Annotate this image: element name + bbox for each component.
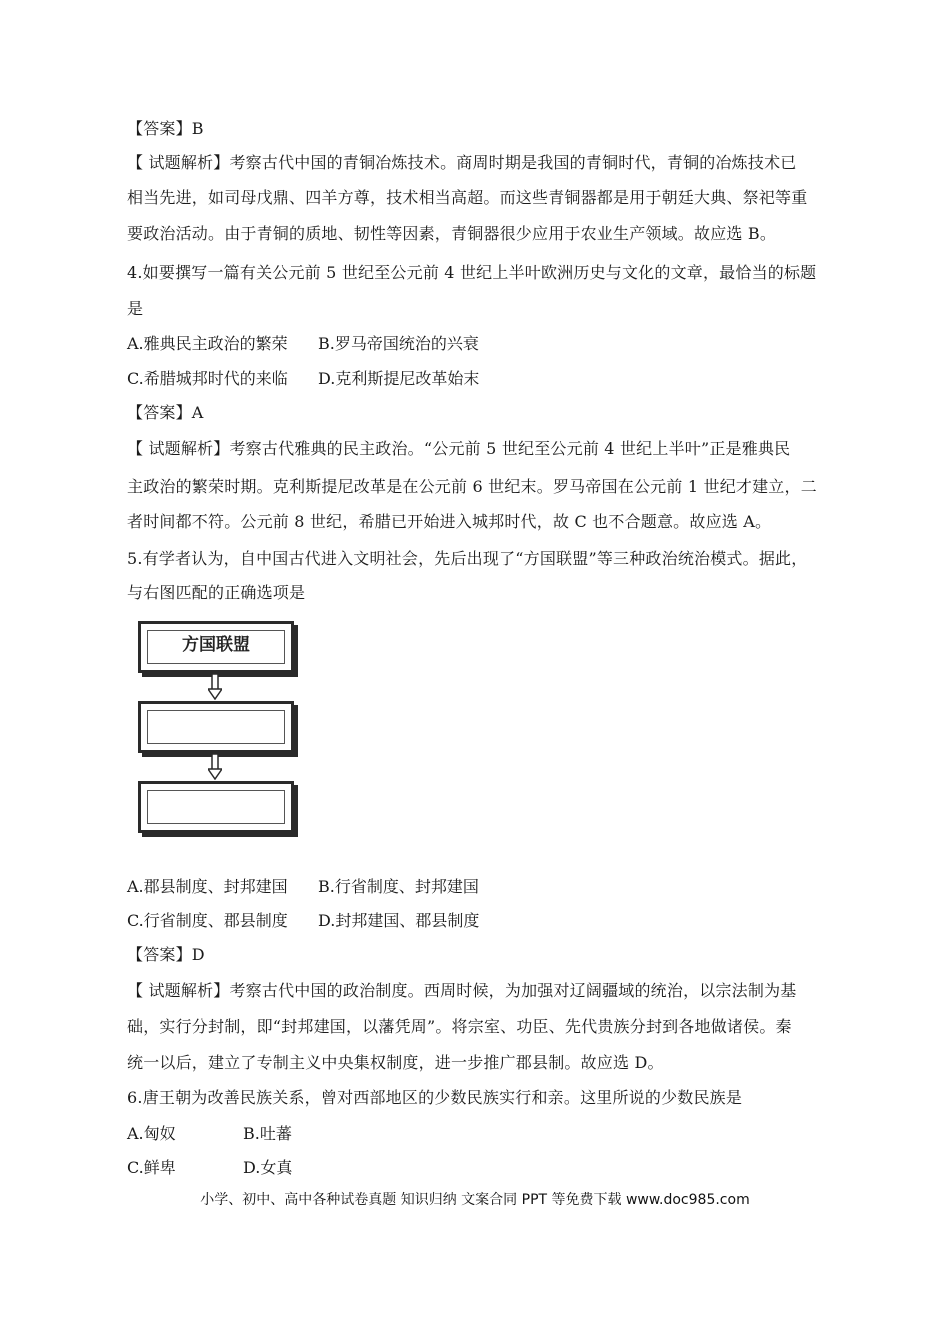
q5-analysis-line-1: 【 试题解析】考察古代中国的政治制度。西周时候，为加强对辽阔疆域的统治，以宗法制为基 [127, 981, 797, 1000]
q5-answer: 【答案】D [127, 945, 205, 964]
q4-option-c: C.希腊城邦时代的来临 [127, 369, 288, 388]
q6-option-d: D.女真 [243, 1158, 293, 1177]
q6-option-a: A.匈奴 [127, 1124, 176, 1143]
q3-analysis-line-3: 要政治活动。由于青铜的质地、韧性等因素，青铜器很少应用于农业生产领域。故应选 B。 [127, 224, 777, 243]
diagram-box-2-inner-border [147, 710, 285, 744]
q4-option-a: A.雅典民主政治的繁荣 [127, 334, 288, 353]
q4-analysis-line-3: 者时间都不符。公元前 8 世纪，希腊已开始进入城邦时代，故 C 也不合题意。故应选 A。 [127, 512, 772, 531]
q5-option-b: B.行省制度、封邦建国 [318, 877, 479, 896]
q5-stem-line-1: 5.有学者认为，自中国古代进入文明社会，先后出现了“方国联盟”等三种政治统治模式。据此， [127, 549, 808, 568]
q5-option-d: D.封邦建国、郡县制度 [318, 911, 480, 930]
q5-stem-line-2: 与右图匹配的正确选项是 [127, 583, 306, 602]
q6-option-c: C.鲜卑 [127, 1158, 176, 1177]
q3-answer: 【答案】B [127, 119, 204, 138]
down-arrow-icon [208, 754, 222, 780]
q4-option-b: B.罗马帝国统治的兴衰 [318, 334, 479, 353]
q5-analysis-line-3: 统一以后，建立了专制主义中央集权制度，进一步推广郡县制。故应选 D。 [127, 1053, 664, 1072]
diagram-box-1 [138, 621, 294, 673]
q4-analysis-line-1: 【 试题解析】考察古代雅典的民主政治。“公元前 5 世纪至公元前 4 世纪上半叶”正是雅典民 [127, 439, 791, 458]
q6-option-b: B.吐蕃 [243, 1124, 292, 1143]
diagram-box-3 [138, 781, 294, 833]
q6-stem-line-1: 6.唐王朝为改善民族关系，曾对西部地区的少数民族实行和亲。这里所说的少数民族是 [127, 1088, 743, 1107]
q5-option-a: A.郡县制度、封邦建国 [127, 877, 288, 896]
q4-option-d: D.克利斯提尼改革始末 [318, 369, 480, 388]
page-footer: 小学、初中、高中各种试卷真题 知识归纳 文案合同 PPT 等免费下载 www.doc985.com [200, 1192, 750, 1208]
q5-option-c: C.行省制度、郡县制度 [127, 911, 288, 930]
diagram-box-3-inner-border [147, 790, 285, 824]
q5-analysis-line-2: 础，实行分封制，即“封邦建国，以藩凭周”。将宗室、功臣、先代贵族分封到各地做诸侯。秦 [127, 1017, 792, 1036]
diagram-box-2 [138, 701, 294, 753]
q4-analysis-line-2: 主政治的繁荣时期。克利斯提尼改革是在公元前 6 世纪末。罗马帝国在公元前 1 世纪才建立，二 [127, 477, 817, 496]
flow-diagram [138, 617, 298, 847]
down-arrow-icon [208, 674, 222, 700]
diagram-box-1-label: 方国联盟 [182, 635, 250, 655]
q4-answer: 【答案】A [127, 403, 204, 422]
q3-analysis-line-2: 相当先进，如司母戊鼎、四羊方尊，技术相当高超。而这些青铜器都是用于朝廷大典、祭祀等重 [127, 188, 808, 207]
q3-analysis-line-1: 【 试题解析】考察古代中国的青铜冶炼技术。商周时期是我国的青铜时代，青铜的冶炼技术已 [127, 153, 797, 172]
q4-stem-line-1: 4.如要撰写一篇有关公元前 5 世纪至公元前 4 世纪上半叶欧洲历史与文化的文章，最恰当的标题 [127, 263, 817, 282]
q4-stem-line-2: 是 [127, 299, 144, 318]
